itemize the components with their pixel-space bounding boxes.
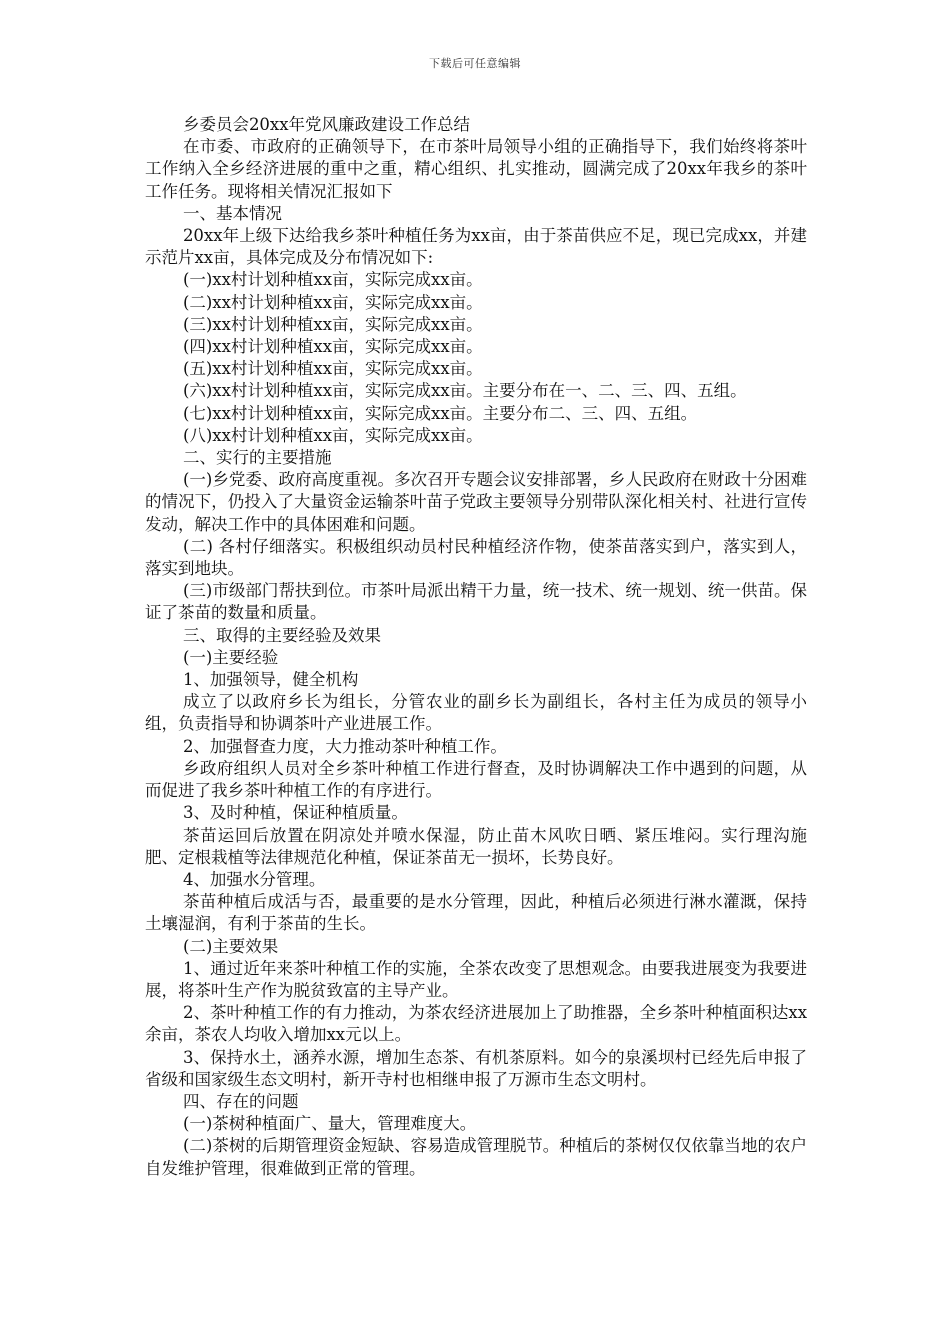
- list-item: (四)xx村计划种植xx亩，实际完成xx亩。: [182, 337, 483, 357]
- paragraph: (二) 各村仔细落实。积极组织动员村民种植经济作物，使茶苗落实到户，落实到人，落实到地块。: [145, 536, 807, 579]
- paragraph: 乡政府组织人员对全乡茶叶种植工作进行督查，及时协调解决工作中遇到的问题，从而促进了我乡茶叶种植工作的有序进行。: [145, 758, 807, 801]
- item-heading: 2、加强督查力度，大力推动茶叶种植工作。: [182, 736, 507, 756]
- paragraph: (一)茶树种植面广、量大，管理难度大。: [182, 1114, 477, 1134]
- subsection-heading: (二)主要效果: [182, 936, 279, 956]
- paragraph: 2、茶叶种植工作的有力推动，为茶农经济进展加上了助推器，全乡茶叶种植面积达xx余亩，茶农人均收入增加xx元以上。: [145, 1003, 807, 1045]
- section-heading: 一、基本情况: [182, 203, 282, 223]
- section-heading: 二、实行的主要措施: [182, 448, 332, 468]
- paragraph: 20xx年上级下达给我乡茶叶种植任务为xx亩，由于茶苗供应不足，现已完成xx，并建示范片xx亩，具体完成及分布情况如下:: [145, 226, 807, 268]
- section-heading: 四、存在的问题: [182, 1091, 299, 1111]
- paragraph: 成立了以政府乡长为组长，分管农业的副乡长为副组长，各村主任为成员的领导小组，负责指导和协调茶叶产业进展工作。: [145, 692, 807, 734]
- paragraph: 3、保持水土，涵养水源，增加生态茶、有机茶原料。如今的泉溪坝村已经先后申报了省级和国家级生态文明村，新开寺村也相继申报了万源市生态文明村。: [145, 1047, 807, 1089]
- paragraph: 茶苗种植后成活与否，最重要的是水分管理，因此，种植后必须进行淋水灌溉，保持土壤湿润，有利于茶苗的生长。: [145, 892, 807, 934]
- item-heading: 1、加强领导，健全机构: [182, 670, 359, 690]
- list-item: (七)xx村计划种植xx亩，实际完成xx亩。主要分布二、三、四、五组。: [182, 403, 698, 423]
- page-header-note: 下载后可任意编辑: [429, 57, 521, 70]
- list-item: (三)xx村计划种植xx亩，实际完成xx亩。: [182, 314, 483, 334]
- paragraph: (一)乡党委、政府高度重视。多次召开专题会议安排部署，乡人民政府在财政十分困难的情况下，仍投入了大量资金运输茶叶苗子党政主要领导分别带队深化相关村、社进行宣传发动，解决工作中的具体困难和问题。: [145, 470, 807, 534]
- list-item: (五)xx村计划种植xx亩，实际完成xx亩。: [182, 359, 483, 379]
- document-body: [145, 114, 807, 1180]
- list-item: (二)xx村计划种植xx亩，实际完成xx亩。: [182, 292, 483, 312]
- paragraph: 茶苗运回后放置在阴凉处并喷水保湿，防止苗木风吹日晒、紧压堆闷。实行理沟施肥、定根栽植等法律规范化种植，保证茶苗无一损坏，长势良好。: [145, 825, 807, 867]
- list-item: (六)xx村计划种植xx亩，实际完成xx亩。主要分布在一、二、三、四、五组。: [182, 381, 747, 401]
- paragraph: (二)茶树的后期管理资金短缺、容易造成管理脱节。种植后的茶树仅仅依靠当地的农户自发维护管理，很难做到正常的管理。: [145, 1136, 807, 1178]
- intro-paragraph: 在市委、市政府的正确领导下，在市茶叶局领导小组的正确指导下，我们始终将茶叶工作纳入全乡经济进展的重中之重，精心组织、扎实推动，圆满完成了20xx年我乡的茶叶工作任务。现将相关情况汇报如下: [145, 137, 807, 201]
- subsection-heading: (一)主要经验: [182, 647, 279, 667]
- item-heading: 3、及时种植，保证种植质量。: [182, 803, 408, 823]
- item-heading: 4、加强水分管理。: [182, 869, 326, 889]
- paragraph: (三)市级部门帮扶到位。市茶叶局派出精干力量，统一技术、统一规划、统一供苗。保证了茶苗的数量和质量。: [145, 581, 807, 623]
- document-title: 乡委员会20xx年党风廉政建设工作总结: [182, 115, 471, 134]
- list-item: (一)xx村计划种植xx亩，实际完成xx亩。: [182, 270, 483, 290]
- list-item: (八)xx村计划种植xx亩，实际完成xx亩。: [182, 425, 483, 445]
- section-heading: 三、取得的主要经验及效果: [182, 625, 381, 645]
- paragraph: 1、通过近年来茶叶种植工作的实施，全茶农改变了思想观念。由要我进展变为我要进展，将茶叶生产作为脱贫致富的主导产业。: [145, 958, 807, 1000]
